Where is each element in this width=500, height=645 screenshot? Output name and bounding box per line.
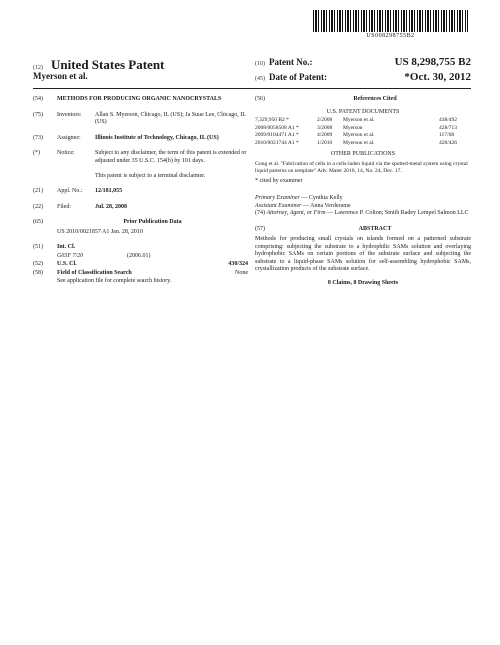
field-search-code: (58) <box>33 269 43 276</box>
int-cl-label: Int. Cl. <box>57 244 76 250</box>
us-doc-date: 1/2010 <box>317 139 333 146</box>
patent-number-row <box>255 56 471 68</box>
prior-pub-field <box>33 219 248 227</box>
left-column <box>33 96 248 294</box>
int-cl-class: G03F 7/20 <box>57 252 84 259</box>
us-doc-number: 2010/0021744 A1 * <box>255 139 299 146</box>
field-search-note: See application file for complete search history. <box>57 278 172 284</box>
us-doc-name: Myerson et al. <box>343 139 375 146</box>
prior-pub-text: US 2010/0021857 A1 Jan. 28, 2010 <box>57 228 143 235</box>
appl-code: (21) <box>33 188 43 194</box>
right-column <box>255 96 471 287</box>
int-cl-code: (51) <box>33 244 43 250</box>
primary-label: Primary Examiner <box>255 195 300 201</box>
us-cl-value: 430/324 <box>228 261 248 267</box>
attorney-label: Attorney, Agent, or Firm <box>266 210 326 216</box>
us-docs-heading: U.S. PATENT DOCUMENTS <box>326 108 400 115</box>
code-12: (12) <box>33 65 43 71</box>
assistant-examiner: Assistant Examiner — Anna Verderame <box>255 202 351 209</box>
us-doc-class: 428/426 <box>439 139 458 146</box>
inventors-label: Inventors: <box>57 111 82 118</box>
patent-date-row <box>255 71 471 83</box>
date-label: Date of Patent: <box>269 72 327 82</box>
us-docs-list <box>255 117 471 147</box>
field-search-note-row <box>33 278 248 286</box>
abstract-header <box>255 226 471 237</box>
code-10: (10) <box>255 61 265 67</box>
appl-field <box>33 188 248 196</box>
us-doc-row <box>255 117 471 125</box>
notice-field <box>33 150 248 180</box>
barcode <box>313 10 468 32</box>
us-cl-label: U.S. Cl. <box>57 261 77 267</box>
us-doc-number: 7,329,950 B2 * <box>255 117 289 123</box>
notice-disclaimer: This patent is subject to a terminal disclaimer. <box>95 172 206 179</box>
us-doc-class: 117/68 <box>439 132 455 138</box>
filed-code: (22) <box>33 203 43 210</box>
inventors-short: Myerson et al. <box>33 71 88 81</box>
title-field <box>33 96 248 104</box>
notice-label: Notice: <box>57 150 75 156</box>
attorney-text: Lawrence P. Colton; Smith Radey Lempel Salmon LLC <box>334 210 469 216</box>
field-search-label: Field of Classification Search <box>57 269 132 276</box>
appl-label: Appl. No.: <box>57 188 83 194</box>
assistant-label: Assistant Examiner <box>255 202 302 209</box>
int-cl-row <box>33 253 248 261</box>
us-doc-date: 3/2008 <box>317 124 333 131</box>
refs-heading: References Cited <box>353 96 397 102</box>
us-doc-date: 4/2009 <box>317 132 333 138</box>
inventors-text: Allan S. Myerson, Chicago, IL (US); Ja Suue Lee, Chicago, IL (US) <box>95 111 246 125</box>
int-cl-field <box>33 244 248 252</box>
us-cl-field <box>33 261 248 269</box>
patent-header-right <box>255 56 471 83</box>
invention-title: METHODS FOR PRODUCING ORGANIC NANOCRYSTALS <box>57 96 222 102</box>
title-code: (54) <box>33 96 43 102</box>
other-pubs-text: Gong et al. "Fabrication of cells in a cells-laden liquid via the spotted-metal system using crystal liquid patterns on template" Adv. Mater 2010, 14, No. 24, Dec. 17. <box>255 160 468 174</box>
abstract-text: Methods for producing small crystals on islands formed on a patterned substrate comprising: subjecting the substrate to a hydrophilic SAMs solution and overlaying hydrophobic SAMs on certain portions of the substrate surface and subjecting the substrate to a liquid-phase SAMs solution for self-assembling hydrophobic SAMs, crystallization products of the substrate surface. <box>255 236 471 272</box>
attorney-code: (74) <box>255 210 265 216</box>
assignee-code: (73) <box>33 134 43 141</box>
prior-code: (65) <box>33 219 43 225</box>
claims-count: 8 Claims, 8 Drawing Sheets <box>327 279 399 286</box>
filed-date: Jul. 28, 2008 <box>95 203 128 210</box>
notice-text: Subject to any disclaimer, the term of this patent is extended or adjusted under 35 U.S.C. 154(b) by 101 days. <box>95 150 247 164</box>
us-doc-name: Myerson <box>343 124 363 131</box>
abstract-code: (57) <box>255 225 265 232</box>
barcode-number: US008298755B2 <box>366 33 415 39</box>
refs-code: (56) <box>255 96 265 102</box>
patent-no-label: Patent No.: <box>269 57 313 67</box>
us-doc-name: Myerson et al. <box>343 132 375 138</box>
abstract-heading: ABSTRACT <box>358 225 392 232</box>
notice-code: (*) <box>33 150 40 156</box>
us-doc-row <box>255 132 471 140</box>
header-rule <box>33 88 471 89</box>
assignee-label: Assignee: <box>57 134 81 141</box>
inventors-field <box>33 112 248 127</box>
us-doc-name: Myerson et al. <box>343 117 375 123</box>
us-doc-row <box>255 125 471 133</box>
us-doc-row <box>255 140 471 148</box>
primary-examiner: Primary Examiner — Cynthia Kelly <box>255 195 343 201</box>
us-doc-class: 428/713 <box>439 124 458 131</box>
prior-heading: Prior Publication Data <box>123 219 182 225</box>
code-45: (45) <box>255 76 265 82</box>
assignee-text: Illinois Institute of Technology, Chicago, IL (US) <box>95 134 219 141</box>
inventors-code: (75) <box>33 111 43 118</box>
attorney-row: (74) Attorney, Agent, or Firm — Lawrence P. Colton; Smith Radey Lempel Salmon LLC <box>255 210 469 216</box>
us-doc-class: 438/492 <box>439 117 458 123</box>
us-doc-number: 2008/0058508 A1 * <box>255 124 299 131</box>
assistant-name: Anna Verderame <box>310 202 351 209</box>
patent-number: US 8,298,755 B2 <box>394 56 471 68</box>
cited-by-examiner: * cited by examiner <box>255 177 303 184</box>
other-pubs-heading: OTHER PUBLICATIONS <box>330 151 396 157</box>
primary-name: Cynthia Kelly <box>308 195 343 201</box>
int-cl-year: (2006.01) <box>127 252 151 259</box>
us-doc-number: 2009/0104471 A1 * <box>255 132 299 138</box>
filed-field <box>33 204 248 212</box>
us-doc-date: 2/2008 <box>317 117 333 123</box>
assignee-field <box>33 135 248 143</box>
field-search <box>33 270 248 278</box>
filed-label: Filed: <box>57 203 72 210</box>
prior-pub-row <box>33 229 248 237</box>
refs-header <box>255 96 471 107</box>
appl-number: 12/181,055 <box>95 188 123 194</box>
us-cl-code: (52) <box>33 261 43 267</box>
field-search-value: None <box>235 269 248 276</box>
patent-date: *Oct. 30, 2012 <box>404 71 471 83</box>
country-title: United States Patent <box>51 57 165 72</box>
